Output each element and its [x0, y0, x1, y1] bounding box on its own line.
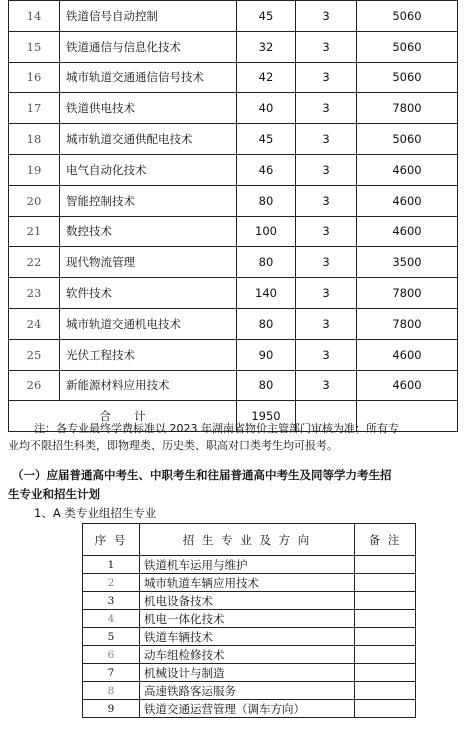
remark-cell	[355, 574, 416, 592]
table-row	[9, 370, 458, 401]
major-name: 高速铁路客运服务	[140, 682, 355, 700]
study-years: 3	[296, 339, 357, 370]
major-name: 动车组检修技术	[140, 646, 355, 664]
study-years: 3	[296, 370, 357, 401]
row-number: 16	[9, 62, 60, 93]
row-number: 2	[83, 574, 140, 592]
table-row	[9, 124, 458, 155]
remark-cell	[355, 628, 416, 646]
table-row	[9, 62, 458, 93]
study-years: 3	[296, 308, 357, 339]
study-years: 3	[296, 185, 357, 216]
row-number: 15	[9, 31, 60, 62]
table-row	[83, 574, 416, 592]
remark-cell	[355, 610, 416, 628]
section-heading-line-2: 生专业和招生计划	[8, 487, 100, 501]
enrollment-count: 46	[237, 154, 296, 185]
remark-cell	[355, 664, 416, 682]
remark-cell	[355, 700, 416, 718]
table-row	[9, 339, 458, 370]
tuition-fee: 5060	[357, 31, 458, 62]
table-row	[9, 1, 458, 32]
total-value: 1950	[237, 401, 296, 432]
tuition-fee: 4600	[357, 370, 458, 401]
major-table	[82, 523, 416, 718]
row-number: 3	[83, 592, 140, 610]
table-row	[83, 646, 416, 664]
study-years: 3	[296, 124, 357, 155]
header-note: 备 注	[355, 524, 416, 556]
major-name: 智能控制技术	[60, 185, 237, 216]
tuition-fee: 5060	[357, 124, 458, 155]
major-name: 电气自动化技术	[60, 154, 237, 185]
tuition-fee: 4600	[357, 216, 458, 247]
enrollment-count: 80	[237, 185, 296, 216]
row-number: 8	[83, 682, 140, 700]
fee-note	[0, 420, 468, 454]
row-number: 24	[9, 308, 60, 339]
major-name: 新能源材料应用技术	[60, 370, 237, 401]
enrollment-count: 32	[237, 31, 296, 62]
major-name: 机械设计与制造	[140, 664, 355, 682]
major-name: 铁道车辆技术	[140, 628, 355, 646]
note-line-1: 注：各专业最终学费标准以 2023 年湖南省物价主管部门审核为准；所有专	[34, 422, 399, 435]
table-row	[83, 700, 416, 718]
tuition-fee: 4600	[357, 185, 458, 216]
row-number: 14	[9, 1, 60, 32]
table-row	[9, 278, 458, 309]
major-name: 城市轨道交通通信信号技术	[60, 62, 237, 93]
tuition-fee: 7800	[357, 278, 458, 309]
major-name: 光伏工程技术	[60, 339, 237, 370]
enrollment-count: 80	[237, 247, 296, 278]
remark-cell	[355, 592, 416, 610]
enrollment-count: 40	[237, 93, 296, 124]
row-number: 26	[9, 370, 60, 401]
study-years: 3	[296, 1, 357, 32]
table-row	[83, 664, 416, 682]
major-name: 城市轨道交通供配电技术	[60, 124, 237, 155]
table-row	[9, 154, 458, 185]
enrollment-count: 80	[237, 370, 296, 401]
row-number: 19	[9, 154, 60, 185]
table-row	[83, 682, 416, 700]
note-line-2: 业均不限招生科类，即物理类、历史类、职高对口类考生均可报考。	[8, 439, 338, 452]
remark-cell	[355, 646, 416, 664]
study-years: 3	[296, 154, 357, 185]
table-row	[83, 628, 416, 646]
remark-cell	[355, 556, 416, 574]
table-row	[9, 31, 458, 62]
major-name: 铁道供电技术	[60, 93, 237, 124]
row-number: 18	[9, 124, 60, 155]
major-name: 数控技术	[60, 216, 237, 247]
enrollment-count: 42	[237, 62, 296, 93]
row-number: 25	[9, 339, 60, 370]
row-number: 23	[9, 278, 60, 309]
row-number: 20	[9, 185, 60, 216]
major-name: 铁道交通运营管理（调车方向）	[140, 700, 355, 718]
row-number: 6	[83, 646, 140, 664]
study-years: 3	[296, 216, 357, 247]
major-name: 城市轨道交通机电技术	[60, 308, 237, 339]
major-name: 软件技术	[60, 278, 237, 309]
study-years: 3	[296, 31, 357, 62]
table-row	[83, 610, 416, 628]
table-row	[9, 247, 458, 278]
tuition-fee: 3500	[357, 247, 458, 278]
row-number: 7	[83, 664, 140, 682]
section-heading	[8, 466, 463, 504]
tuition-fee: 5060	[357, 62, 458, 93]
major-name: 铁道信号自动控制	[60, 1, 237, 32]
row-number: 9	[83, 700, 140, 718]
tuition-fee: 4600	[357, 154, 458, 185]
study-years: 3	[296, 93, 357, 124]
row-number: 4	[83, 610, 140, 628]
tuition-fee: 5060	[357, 1, 458, 32]
enrollment-count: 45	[237, 124, 296, 155]
enrollment-count: 45	[237, 1, 296, 32]
total-label: 合 计	[9, 401, 237, 432]
table-row	[9, 185, 458, 216]
major-name: 铁道通信与信息化技术	[60, 31, 237, 62]
major-name: 机电设备技术	[140, 592, 355, 610]
study-years: 3	[296, 62, 357, 93]
table-row	[9, 308, 458, 339]
header-no: 序 号	[83, 524, 140, 556]
major-name: 铁道机车运用与维护	[140, 556, 355, 574]
tuition-fee: 7800	[357, 93, 458, 124]
study-years: 3	[296, 247, 357, 278]
table-row	[9, 93, 458, 124]
table-row	[83, 592, 416, 610]
enrollment-count: 90	[237, 339, 296, 370]
header-major: 招 生 专 业 及 方 向	[140, 524, 355, 556]
major-table-header	[83, 524, 416, 556]
table-row	[83, 556, 416, 574]
subsection-heading: 1、A 类专业组招生专业	[34, 506, 157, 520]
enrollment-count: 140	[237, 278, 296, 309]
fee-table	[8, 0, 458, 432]
major-name: 现代物流管理	[60, 247, 237, 278]
study-years: 3	[296, 278, 357, 309]
major-name: 城市轨道车辆应用技术	[140, 574, 355, 592]
row-number: 1	[83, 556, 140, 574]
row-number: 5	[83, 628, 140, 646]
section-heading-line-1: （一）应届普通高中考生、中职考生和往届普通高中考生及同等学力考生招	[12, 468, 392, 482]
enrollment-count: 100	[237, 216, 296, 247]
row-number: 21	[9, 216, 60, 247]
row-number: 17	[9, 93, 60, 124]
tuition-fee: 7800	[357, 308, 458, 339]
enrollment-count: 80	[237, 308, 296, 339]
tuition-fee: 4600	[357, 339, 458, 370]
row-number: 22	[9, 247, 60, 278]
major-name: 机电一体化技术	[140, 610, 355, 628]
remark-cell	[355, 682, 416, 700]
table-row	[9, 216, 458, 247]
